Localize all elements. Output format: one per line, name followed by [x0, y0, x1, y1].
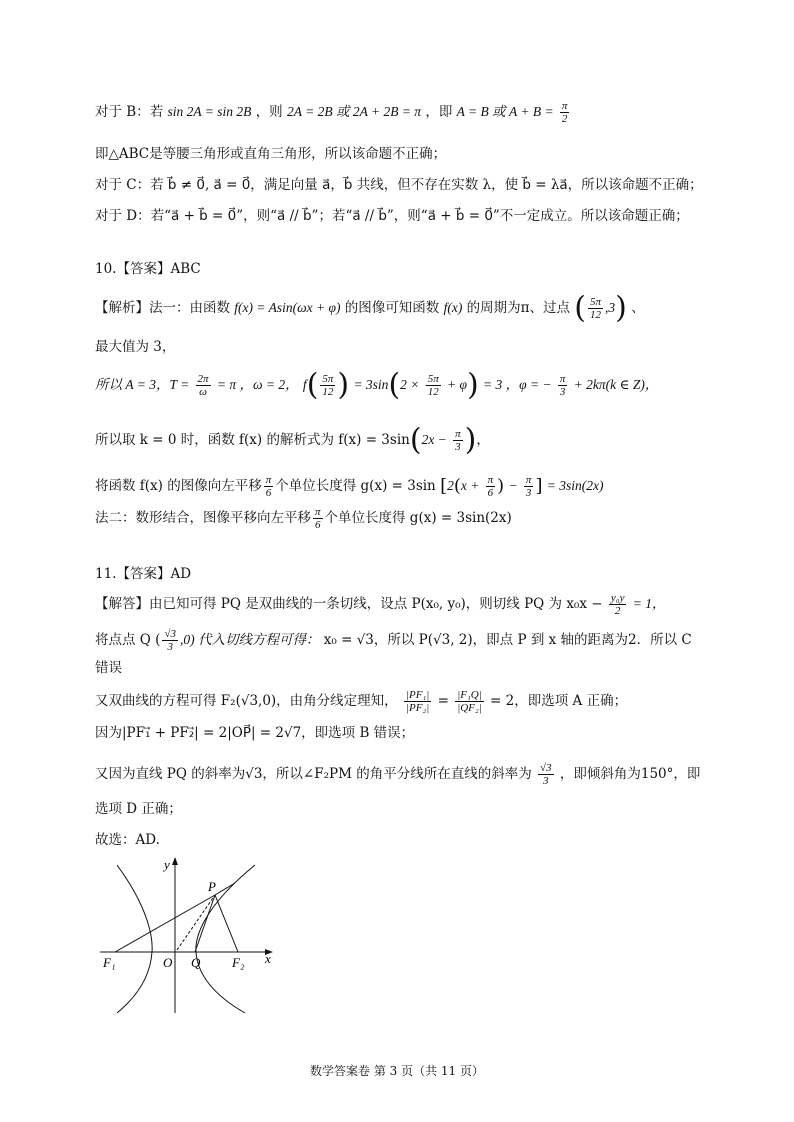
- denominator: 12: [590, 309, 602, 321]
- numerator: π: [559, 373, 566, 385]
- fraction: [196, 373, 211, 398]
- label-x: x: [265, 951, 271, 966]
- denominator: 3: [559, 386, 566, 398]
- text: =: [437, 693, 449, 709]
- math: A = B 或 A + B =: [456, 104, 554, 119]
- denominator: 2: [614, 605, 621, 617]
- math: f(x): [443, 300, 463, 315]
- numerator: √3: [164, 628, 176, 640]
- text: 的周期为π、过点: [466, 300, 570, 316]
- math: 2x −: [421, 432, 447, 447]
- q11-line-4: [95, 689, 627, 714]
- fraction: [320, 373, 335, 398]
- math: = 1，: [632, 596, 666, 611]
- denominator: 3: [525, 487, 532, 499]
- text: 对于 B：若: [95, 104, 164, 120]
- fraction: [538, 762, 554, 787]
- text: ，即倾斜角为150°，即: [559, 766, 701, 782]
- text: 的图像可知函数: [344, 300, 440, 316]
- fraction: [455, 689, 484, 714]
- fraction: [404, 689, 431, 714]
- fraction: [426, 373, 441, 398]
- numerator: π: [455, 428, 461, 440]
- text: ，: [476, 432, 490, 448]
- label-y: y: [164, 857, 170, 872]
- text: 个单位长度得 g(x) = 3sin(2x): [324, 510, 512, 526]
- numerator: π: [265, 474, 272, 486]
- fraction: [588, 296, 603, 321]
- math: 所以 A = 3，T =: [95, 377, 190, 392]
- denominator: 3: [543, 775, 549, 787]
- math: ,0) 代入切线方程可得：: [179, 632, 320, 647]
- page-footer: 数学答案卷 第 3 页（共 11 页）: [310, 1064, 484, 1078]
- fraction: [162, 628, 178, 653]
- math: = 3 ，φ = −: [483, 377, 552, 392]
- text: ，则: [255, 104, 283, 120]
- q10-line-3: 所以 A = 3，T = $\frac{2\pi}{\omega}$ = π ，ω = 2， f( $\frac{5\pi}{12}$ ) = 3sin(2 × $\frac{5\pi}{12}$ + φ) = 3 ，φ = − $\frac{\pi}{3}$ + 2kπ(k ∈ Z)，: [95, 367, 659, 403]
- numerator: 5π: [590, 296, 602, 308]
- fraction: [560, 100, 570, 125]
- text: ，即: [425, 104, 453, 120]
- denominator: 6: [315, 519, 321, 531]
- q11-line-8: 故选：AD.: [95, 832, 160, 848]
- label-q: Q: [191, 955, 201, 970]
- denominator: 3: [167, 641, 173, 653]
- math: −: [508, 478, 518, 493]
- fraction: [453, 428, 463, 453]
- text: 、: [631, 300, 645, 316]
- text: 【解答】由已知可得 PQ 是双曲线的一条切线，设点 P(x₀, y₀)，则切线 PQ 为 x₀x −: [95, 596, 603, 612]
- math: + φ: [447, 377, 467, 392]
- math: = 3sin: [353, 377, 389, 392]
- denominator: 3: [455, 441, 461, 453]
- text: 将点点 Q: [95, 632, 151, 648]
- numerator: y₀y: [610, 592, 625, 604]
- hyperbola-figure: [95, 855, 295, 1015]
- fraction: [609, 592, 627, 617]
- q11-line-2: 将点点 Q ( $\frac{√3}{3}$ ,0) 代入切线方程可得： x₀ = √3，所以 P(√3, 2)，即点 P 到 x 轴的距离为2．所以 C: [95, 628, 692, 653]
- denominator: |QF₂|: [457, 702, 482, 714]
- text: 【解析】法一：由函数: [95, 300, 230, 316]
- math: + 2kπ(k ∈ Z)，: [573, 377, 659, 392]
- label-o: O: [163, 955, 173, 970]
- q10-line-6: [95, 506, 512, 531]
- text: 将函数 f(x) 的图像向左平移: [95, 478, 262, 494]
- denominator: 2: [561, 113, 568, 125]
- math: 2A = 2B 或 2A + 2B = π: [286, 104, 422, 119]
- label-f2: F₂: [232, 955, 245, 970]
- math: f: [302, 377, 307, 392]
- hyperbola-left-branch: [117, 865, 152, 1013]
- q11-line-3: 错误: [95, 660, 122, 676]
- text: 又因为直线 PQ 的斜率为√3，所以∠F₂PM 的角平分线所在直线的斜率为: [95, 766, 532, 782]
- numerator: π: [561, 100, 568, 112]
- q11-line-6: [95, 762, 700, 787]
- q11-heading: 11.【答案】AD: [95, 566, 192, 582]
- hyperbola-right-branch: [196, 865, 255, 1013]
- math: 2 ×: [400, 377, 420, 392]
- text: x₀ = √3，所以 P(√3, 2)，即点 P 到 x 轴的距离为2．所以 C: [323, 632, 692, 648]
- numerator: √3: [540, 762, 552, 774]
- numerator: |F₁Q|: [457, 689, 482, 701]
- numerator: |PF₁|: [405, 689, 430, 701]
- dashed-line-o-p: [177, 895, 215, 950]
- q10-line-1: 【解析】法一：由函数 f(x) = Asin(ωx + φ) 的图像可知函数 f(x) 的周期为π、过点 ( $\frac{5\pi}{12}$ ,3) 、: [95, 290, 645, 326]
- label-f1: F₁: [103, 955, 116, 970]
- line-d: 对于 D：若“a⃗ + b⃗ = 0⃗”，则“a⃗ // b⃗”；若“a⃗ // b⃗”，则“a⃗ + b⃗ = 0⃗”不一定成立。所以该命题正确；: [95, 208, 689, 224]
- line-b-2: 即△ABC是等腰三角形或直角三角形，所以该命题不正确；: [95, 146, 447, 162]
- text: 法二：数形结合，图像平移向左平移: [95, 510, 311, 526]
- denominator: 6: [487, 487, 494, 499]
- q10-line-4: 所以取 k = 0 时，函数 f(x) 的解析式为 f(x) = 3sin(2x − $\frac{\pi}{3}$ )，: [95, 422, 490, 458]
- denominator: ω: [199, 386, 207, 398]
- fraction: [313, 506, 323, 531]
- line-p-f2: [215, 895, 238, 952]
- text: 所以取 k = 0 时，函数 f(x) 的解析式为 f(x) = 3sin: [95, 432, 410, 448]
- numerator: π: [315, 506, 321, 518]
- line-p-q: [195, 895, 215, 952]
- line-f1-p: [115, 895, 215, 952]
- fraction: [486, 474, 496, 499]
- text: 个单位长度得 g(x) = 3sin: [275, 478, 436, 494]
- math: ,3: [605, 300, 616, 315]
- math: = 3sin(2x): [546, 478, 604, 493]
- math: sin 2A = sin 2B: [167, 104, 252, 119]
- text: 又双曲线的方程可得 F₂(√3,0)，由角分线定理知，: [95, 693, 398, 709]
- numerator: π: [525, 474, 532, 486]
- denominator: 12: [322, 386, 334, 398]
- fraction: [558, 373, 568, 398]
- q10-line-5: 将函数 f(x) 的图像向左平移 $\frac{\pi}{6}$ 个单位长度得 g(x) = 3sin [2(x + $\frac{\pi}{6}$ ) − $\frac{\pi}{3}$ ] = 3sin(2x): [95, 474, 604, 499]
- y-axis-arrow: [172, 857, 178, 865]
- numerator: π: [487, 474, 494, 486]
- q11-line-1: [95, 592, 666, 617]
- q11-line-7: 选项 D 正确；: [95, 801, 182, 817]
- math: x +: [460, 478, 480, 493]
- fraction: [264, 474, 274, 499]
- label-p: P: [208, 879, 216, 894]
- line-b-1: [95, 100, 571, 125]
- q11-line-5: 因为|PF₁⃗ + PF₂⃗| = 2|OP⃗| = 2√7，即选项 B 错误；: [95, 725, 415, 741]
- denominator: 6: [265, 487, 272, 499]
- denominator: 12: [427, 386, 439, 398]
- text: = 2，即选项 A 正确；: [490, 693, 628, 709]
- numerator: 2π: [197, 373, 209, 385]
- numerator: 5π: [427, 373, 439, 385]
- q10-line-2: 最大值为 3，: [95, 339, 176, 355]
- math: 2: [447, 478, 454, 493]
- numerator: 5π: [322, 373, 334, 385]
- q10-heading: 10.【答案】ABC: [95, 261, 201, 277]
- math: = π ，ω = 2，: [216, 377, 299, 392]
- denominator: |PF₂|: [405, 702, 430, 714]
- line-c: 对于 C：若 b⃗ ≠ 0⃗, a⃗ = 0⃗，满足向量 a⃗，b⃗ 共线，但不存在实数 λ，使 b⃗ = λa⃗，所以该命题不正确；: [95, 177, 703, 193]
- math: f(x) = Asin(ωx + φ): [234, 300, 341, 315]
- fraction: [524, 474, 534, 499]
